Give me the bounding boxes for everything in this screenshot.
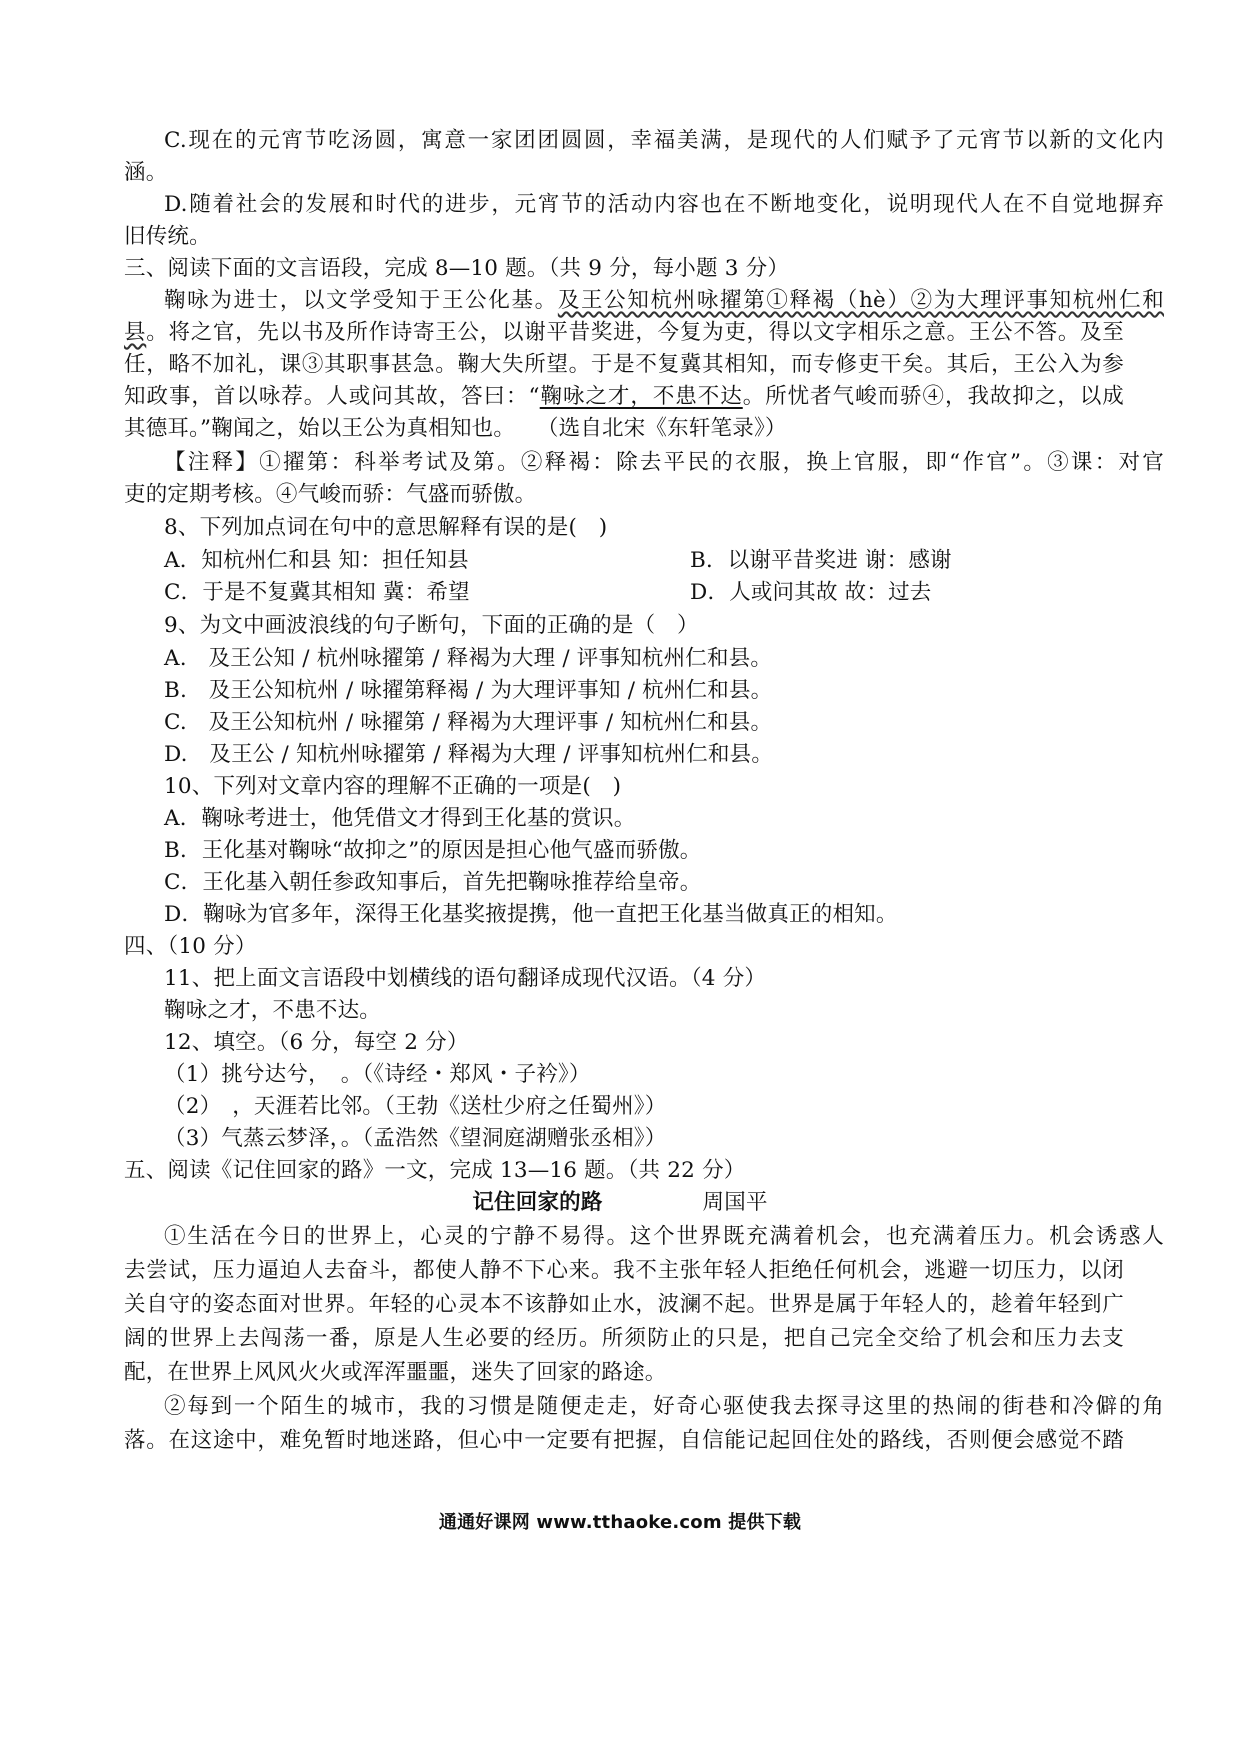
question-8-option-d: D．人或问其故 故：过去 [690,580,932,605]
passage-line4 [124,382,1124,412]
option-c-line1: C.现在的元宵节吃汤圆，寓意一家团团圆圆，幸福美满，是现代的人们赋予了元宵节以新的文化内 [164,128,1164,153]
section3-heading: 三、阅读下面的文言语段，完成 8—10 题。（共 9 分，每小题 3 分） [124,256,790,281]
question-10-option-a: A．鞠咏考进士，他凭借文才得到王化基的赏识。 [164,806,636,831]
essay-p2-line1: ②每到一个陌生的城市，我的习惯是随便走走，好奇心驱使我去探寻这里的热闹的街巷和冷僻的角 [164,1394,1164,1419]
question-10-stem: 10、下列对文章内容的理解不正确的一项是( ) [164,774,622,799]
essay-p1-line1: ①生活在今日的世界上，心灵的宁静不易得。这个世界既充满着机会，也充满着压力。机会诱惑人 [164,1224,1164,1249]
question-10-option-b: B．王化基对鞠咏“故抑之”的原因是担心他气盛而骄傲。 [164,838,702,863]
passage-line3: 任，略不加礼，课③其职事甚急。鞠大失所望。于是不复冀其相知，而专修吏干矣。其后，王公入为参 [124,352,1124,377]
question-8-option-a: A．知杭州仁和县 知：担任知县 [164,548,469,573]
essay-title-line [0,1188,1240,1218]
essay-p2-line2: 落。在这途中，难免暂时地迷路，但心中一定要有把握，自信能记起回住处的路线，否则便会感觉不踏 [124,1428,1124,1453]
option-c-line2: 涵。 [124,160,168,185]
fill-blank-1: （1）挑兮达兮， 。（《诗经・郑风・子衿》） [164,1062,591,1087]
question-8-option-b: B．以谢平昔奖进 谢：感谢 [690,548,952,573]
question-8-row1 [164,546,1164,576]
passage-text: 知政事，首以咏荐。人或问其故，答曰：“ [124,384,540,409]
fill-blank-3: （3）气蒸云梦泽，。（孟浩然《望洞庭湖赠张丞相》） [164,1126,667,1151]
question-9-stem: 9、为文中画波浪线的句子断句，下面的正确的是（ ） [164,613,699,638]
essay-p1-line4: 阔的世界上去闯荡一番，原是人生必要的经历。所须防止的只是，把自己完全交给了机会和压力去支 [124,1326,1124,1351]
question-8-option-c: C．于是不复冀其相知 冀：希望 [164,580,470,605]
passage-line5: 其德耳。”鞠闻之，始以王公为真相知也。 （选自北宋《东轩笔录》） [124,416,787,441]
footer-download-text: 通通好课网 www.tthaoke.com 提供下载 [438,1512,802,1533]
section5-heading: 五、阅读《记住回家的路》一文，完成 13—16 题。（共 22 分） [124,1158,746,1183]
question-8-row2 [164,578,1164,608]
essay-author: 周国平 [702,1190,768,1215]
essay-title: 记住回家的路 [472,1190,603,1215]
question-8-stem: 8、下列加点词在句中的意思解释有误的是( ) [164,515,608,540]
passage-text: 。将之官，先以书及所作诗寄王公，以谢平昔奖进，今复为吏，得以文字相乐之意。王公不答。及至 [146,320,1124,345]
essay-p1-line5: 配，在世界上风风火火或浑浑噩噩，迷失了回家的路途。 [124,1360,667,1385]
question-12-stem: 12、填空。（6 分，每空 2 分） [164,1030,469,1055]
wavy-underlined-text: 县 [124,320,147,345]
question-11-sentence: 鞠咏之才，不患不达。 [164,998,382,1023]
fill-blank-2: （2） ，天涯若比邻。（王勃《送杜少府之任蜀州》） [164,1094,667,1119]
option-d-line2: 旧传统。 [124,224,211,249]
essay-p1-line2: 去尝试，压力逼迫人去奋斗，都使人静不下心来。我不主张年轻人拒绝任何机会，逃避一切压力，以闭 [124,1258,1124,1283]
annotation-line1: 【注释】①擢第：科举考试及第。②释褐：除去平民的衣服，换上官服，即“作官”。③课：对官 [164,450,1164,475]
annotation-line2: 吏的定期考核。④气峻而骄：气盛而骄傲。 [124,482,537,507]
essay-p1-line3: 关自守的姿态面对世界。年轻的心灵本不该静如止水，波澜不起。世界是属于年轻人的，趁着年轻到广 [124,1292,1124,1317]
passage-line2 [124,318,1124,348]
option-d-line1: D.随着社会的发展和时代的进步，元宵节的活动内容也在不断地变化，说明现代人在不自觉地摒弃 [164,192,1164,217]
question-9-option-c: C. 及王公知杭州 / 咏擢第 / 释褐为大理评事 / 知杭州仁和县。 [164,710,773,735]
question-9-option-d: D. 及王公 / 知杭州咏擢第 / 释褐为大理 / 评事知杭州仁和县。 [164,742,774,767]
question-10-option-d: D．鞠咏为官多年，深得王化基奖掖提携，他一直把王化基当做真正的相知。 [164,902,898,927]
passage-text: 鞠咏为进士，以文学受知于王公化基。 [164,288,558,313]
question-9-option-a: A. 及王公知 / 杭州咏擢第 / 释褐为大理 / 评事知杭州仁和县。 [164,646,773,671]
question-11-stem: 11、把上面文言语段中划横线的语句翻译成现代汉语。（4 分） [164,966,767,991]
section4-heading: 四、（10 分） [124,934,257,959]
passage-text: 。所忧者气峻而骄④，我故抑之，以成 [742,384,1124,409]
question-9-option-b: B. 及王公知杭州 / 咏擢第释褐 / 为大理评事知 / 杭州仁和县。 [164,678,773,703]
wavy-underlined-text: 及王公知杭州咏擢第①释褐（hè）②为大理评事知杭州仁和 [557,288,1164,313]
passage-line1 [164,286,1164,316]
underlined-sentence: 鞠咏之才，不患不达 [539,384,743,409]
question-10-option-c: C．王化基入朝任参政知事后，首先把鞠咏推荐给皇帝。 [164,870,702,895]
